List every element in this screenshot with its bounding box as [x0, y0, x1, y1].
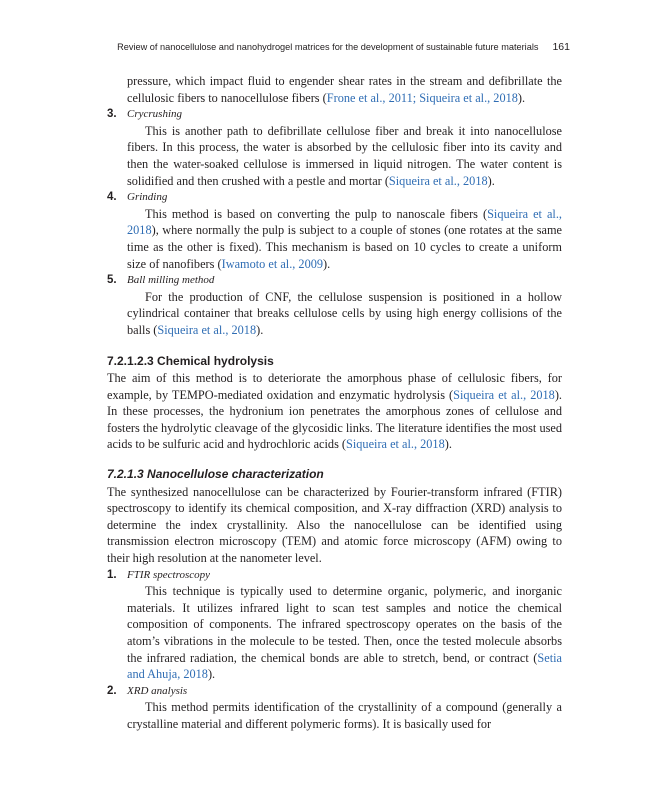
- item-paragraph: This is another path to defibrillate cellulose fiber and break it into nanocellulose fibers. In this process, the water is absorbed by the cellulosic fiber into its cavity and then the water-soaked cellulose is immersed in liquid nitrogen. The water content is solidified and then crushed with a pestle and mortar (Siqueira et al., 2018).: [127, 123, 562, 188]
- item-number: 2.: [107, 684, 117, 697]
- item-title: FTIR spectroscopy: [127, 568, 210, 581]
- item-heading: [107, 683, 562, 700]
- citation-link[interactable]: Siqueira et al., 2018: [453, 387, 555, 402]
- citation-link[interactable]: Siqueira et al., 2018: [388, 173, 488, 188]
- citation-link[interactable]: Iwamoto et al., 2009: [221, 256, 324, 271]
- list-item-xrd: [107, 683, 562, 733]
- item-heading: [107, 189, 562, 206]
- list-item-grinding: [107, 189, 562, 272]
- running-header: [100, 41, 570, 53]
- item-number: 4.: [107, 191, 117, 204]
- continued-item-block: [107, 73, 562, 106]
- item-paragraph: This method permits identification of the crystallinity of a compound (generally a crystalline material and different polymeric forms). It is basically used for: [127, 700, 562, 731]
- item-title: XRD analysis: [127, 684, 188, 697]
- citation-link[interactable]: Siqueira et al., 2018: [346, 437, 445, 452]
- section-heading-chemical-hydrolysis: 7.2.1.2.3 Chemical hydrolysis: [107, 353, 274, 368]
- citation-link[interactable]: Siqueira et al., 2018: [127, 206, 562, 238]
- item-heading: [107, 567, 562, 584]
- page-number: 161: [552, 41, 570, 53]
- hydrolysis-paragraph: The aim of this method is to deteriorate the amorphous phase of cellulosic fibers, for example, by TEMPO-mediated oxidation and enzymatic hydrolysis (Siqueira et al., 2018). In these processes, the hydronium ion penetrates the amorphous zones of cellulose and fosters the hydrolytic cleavage of the glycosidic links. The literature identifies the most used acids to be sulfuric acid and hydrochloric acids (Siqueira et al., 2018).: [107, 371, 562, 452]
- item-title: Crycrushing: [127, 108, 182, 121]
- item-number: 5.: [107, 274, 117, 287]
- item-heading: [107, 106, 562, 123]
- item-heading: [107, 272, 562, 289]
- running-title: Review of nanocellulose and nanohydrogel matrices for the development of sustainable future materials: [117, 42, 539, 52]
- continued-paragraph: pressure, which impact fluid to engender shear rates in the stream and defibrillate the cellulosic fibers to nanocellulose fibers (Frone et al., 2011; Siqueira et al., 2018).: [127, 74, 562, 105]
- section-heading-characterization: 7.2.1.3 Nanocellulose characterization: [107, 467, 324, 482]
- item-paragraph: For the production of CNF, the cellulose suspension is positioned in a hollow cylindrical container that breaks cellulose cells by using high energy collisions of the balls (Siqueira et al., 2018).: [127, 289, 562, 337]
- list-item-ball-milling: [107, 272, 562, 338]
- citation-link[interactable]: Siqueira et al., 2018: [157, 322, 257, 337]
- item-number: 3.: [107, 108, 117, 121]
- citation-link[interactable]: Setia and Ahuja, 2018: [127, 650, 562, 682]
- citation-link[interactable]: Frone et al., 2011; Siqueira et al., 2018: [326, 90, 518, 105]
- body-text: [107, 73, 562, 733]
- item-paragraph: This method is based on converting the pulp to nanoscale fibers (Siqueira et al., 2018), where normally the pulp is subject to a couple of stones (one rotates at the same time as the other is fixed). This mechanism is based on 10 cycles to create a uniform size of nanofibers (Iwamoto et al., 2009).: [127, 206, 562, 271]
- list-item-ftir: [107, 567, 562, 683]
- item-title: Grinding: [127, 191, 168, 204]
- item-paragraph: This technique is typically used to determine organic, polymeric, and inorganic materials. It utilizes infrared light to scan test samples and notice the chemical composition of components. The infrared spectroscopy operates on the basis of the atom’s vibrations in the molecule to be tested. Then, once the tested molecule absorbs the infrared radiation, the chemical bonds are able to stretch, bend, or contract (Setia and Ahuja, 2018).: [127, 584, 562, 682]
- list-item-cryocrushing: [107, 106, 562, 189]
- item-number: 1.: [107, 568, 117, 581]
- item-title: Ball milling method: [127, 274, 215, 287]
- characterization-paragraph: The synthesized nanocellulose can be characterized by Fourier-transform infrared (FTIR) spectroscopy to identify its chemical composition, and X-ray diffraction (XRD) analysis to determine the index crystallinity. Also the nanocellulose can be identified using transmission electron microscopy (TEM) and atomic force microscopy (AFM) owing to their high resolution at the nanometer level.: [107, 484, 562, 566]
